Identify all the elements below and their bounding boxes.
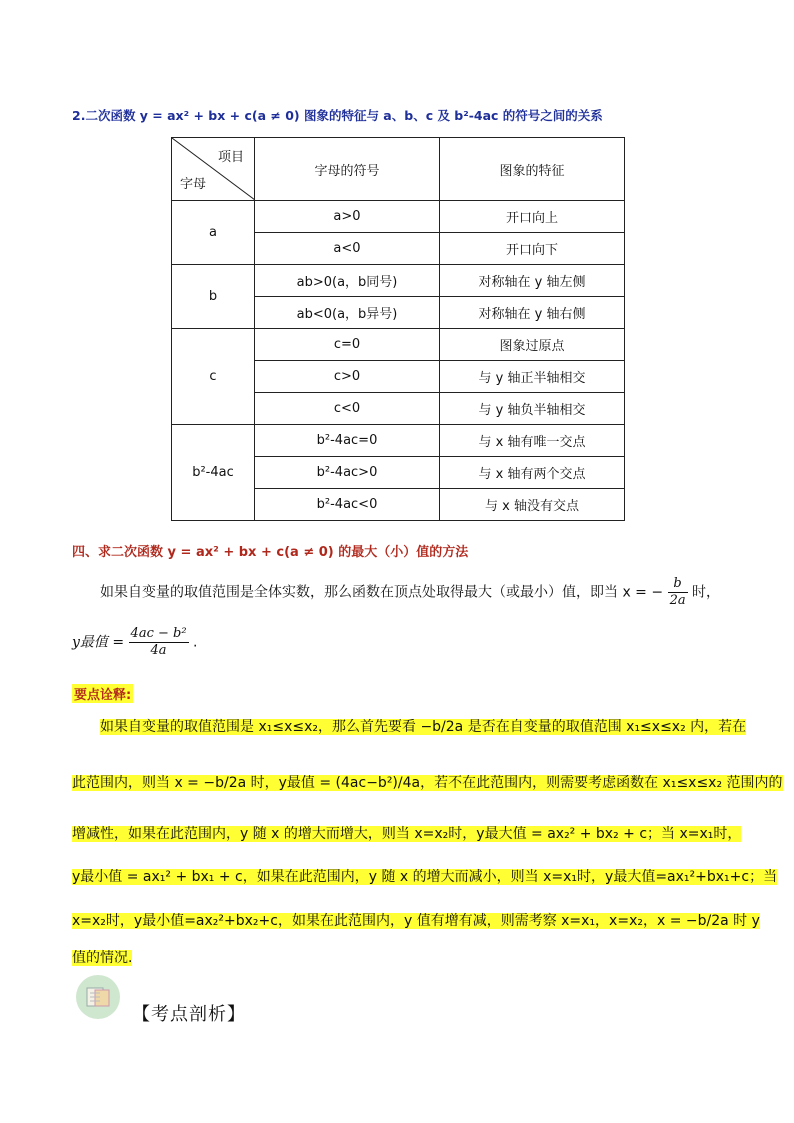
header-sign: 字母的符号 — [255, 138, 440, 201]
feature-cell: 开口向下 — [440, 233, 625, 265]
letter-cell: c — [172, 329, 255, 425]
feature-cell: 对称轴在 y 轴左侧 — [440, 265, 625, 297]
sign-cell: a<0 — [255, 233, 440, 265]
table-row — [172, 201, 625, 233]
feature-cell: 与 x 轴有两个交点 — [440, 457, 625, 489]
diagonal-header-cell — [172, 138, 255, 201]
sign-cell: c=0 — [255, 329, 440, 361]
y-extreme-label: y最值 = — [72, 634, 125, 651]
kaodian-heading: 【考点剖析】 — [132, 1004, 246, 1025]
sign-cell: b²-4ac<0 — [255, 489, 440, 521]
sign-cell: ab>0(a，b同号) — [255, 265, 440, 297]
feature-cell: 图象过原点 — [440, 329, 625, 361]
letter-cell: b — [172, 265, 255, 329]
section4-title: 四、求二次函数 y = ax² + bx + c(a ≠ 0) 的最大（小）值的方法 — [72, 545, 469, 560]
paragraph-1-tail: 时， — [692, 584, 721, 601]
sign-cell: b²-4ac=0 — [255, 425, 440, 457]
header-feature: 图象的特征 — [440, 138, 625, 201]
sign-cell: c<0 — [255, 393, 440, 425]
feature-cell: 开口向上 — [440, 201, 625, 233]
feature-cell: 与 x 轴没有交点 — [440, 489, 625, 521]
table-row — [172, 265, 625, 297]
key-line-5: x=x₂时，y最小值=ax₂²+bx₂+c，如果在此范围内，y 值有增有减，则需考察 x=x₁，x=x₂，x = −b/2a 时 y — [72, 913, 760, 929]
key-line-4: y最小值 = ax₁² + bx₁ + c，如果在此范围内，y 随 x 的增大而减小，则当 x=x₁时，y最大值=ax₁²+bx₁+c；当 — [72, 869, 778, 885]
key-line-1: 如果自变量的取值范围是 x₁≤x≤x₂，那么首先要看 −b/2a 是否在自变量的取值范围 x₁≤x≤x₂ 内，若在 — [100, 719, 747, 735]
key-points-label: 要点诠释: — [72, 684, 133, 703]
feature-cell: 与 x 轴有唯一交点 — [440, 425, 625, 457]
key-line-6: 值的情况. — [72, 950, 133, 966]
header-item: 项目 — [217, 150, 244, 165]
letter-cell: a — [172, 201, 255, 265]
letter-cell: b²-4ac — [172, 425, 255, 521]
feature-cell: 与 y 轴负半轴相交 — [440, 393, 625, 425]
fraction-vertex-y: $\frac{\text{4ac − b²}}{4a}$ — [130, 626, 187, 658]
key-line-2: 此范围内，则当 x = −b/2a 时，y最值 = (4ac−b²)/4a，若不在此范围内，则需要考虑函数在 x₁≤x≤x₂ 范围内的 — [72, 775, 783, 791]
sign-cell: c>0 — [255, 361, 440, 393]
sign-cell: a>0 — [255, 201, 440, 233]
paragraph-2: y最值 = $\frac{\text{4ac − b²}}{4a}$ . — [72, 626, 198, 658]
feature-cell: 与 y 轴正半轴相交 — [440, 361, 625, 393]
table-row — [172, 329, 625, 361]
sign-cell: b²-4ac>0 — [255, 457, 440, 489]
paragraph-1-text: 如果自变量的取值范围是全体实数，那么函数在顶点处取得最大（或最小）值，即当 x = − — [100, 584, 664, 601]
feature-cell: 对称轴在 y 轴右侧 — [440, 297, 625, 329]
section2-title: 2.二次函数 y = ax² + bx + c(a ≠ 0) 图象的特征与 a、b、c 及 b²-4ac 的符号之间的关系 — [72, 108, 603, 123]
paragraph-1 — [100, 576, 720, 609]
note-icon — [76, 975, 120, 1019]
fraction-b-2a: $\frac{b}{2a}$ — [669, 576, 686, 608]
sign-cell: ab<0(a，b异号) — [255, 297, 440, 329]
header-letter: 字母 — [180, 177, 207, 192]
key-line-3: 增减性，如果在此范围内，y 随 x 的增大而增大，则当 x=x₂时，y最大值 = ax₂² + bx₂ + c；当 x=x₁时， — [72, 826, 742, 842]
feature-table — [171, 137, 625, 521]
table-row — [172, 425, 625, 457]
